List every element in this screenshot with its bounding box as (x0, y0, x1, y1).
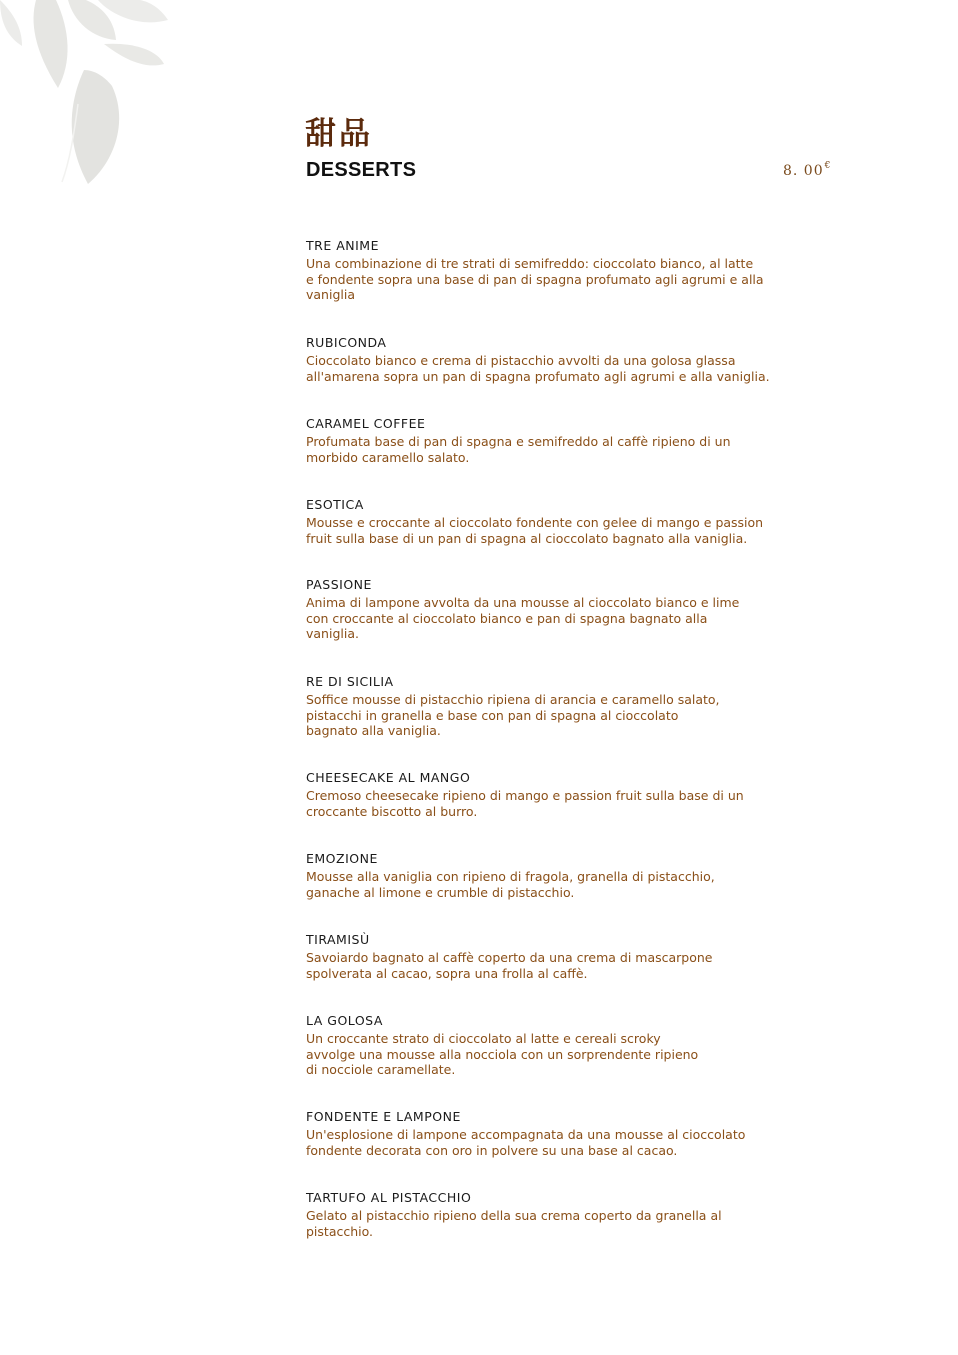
price-currency: € (824, 161, 831, 171)
item-description: Cioccolato bianco e crema di pistacchio avvolti da una golosa glassa all'amarena sopra un pan di spagna profumato agli agrumi e alla vaniglia. (306, 353, 770, 384)
menu-item (306, 334, 786, 384)
item-description: Una combinazione di tre strati di semifreddo: cioccolato bianco, al latte e fondente sopra una base di pan di spagna profumato agli agrumi e alla vaniglia (306, 256, 764, 302)
item-description: Gelato al pistacchio ripieno della sua crema coperto da granella al pistacchio. (306, 1208, 722, 1239)
item-description: Cremoso cheesecake ripieno di mango e passion fruit sulla base di un croccante biscotto al burro. (306, 788, 744, 819)
menu-item (306, 769, 786, 819)
item-description: Un'esplosione di lampone accompagnata da una mousse al cioccolato fondente decorata con oro in polvere su una base al cacao. (306, 1127, 746, 1158)
item-name: CHEESECAKE AL MANGO (306, 770, 471, 785)
menu-item (306, 931, 786, 981)
item-name: TARTUFO AL PISTACCHIO (306, 1190, 472, 1205)
item-description: Anima di lampone avvolta da una mousse al cioccolato bianco e lime con croccante al cioccolato bianco e pan di spagna bagnato alla vaniglia. (306, 595, 740, 641)
price-value: 8. 00 (783, 163, 824, 179)
leaf-decoration-icon (0, 0, 175, 190)
item-name: FONDENTE E LAMPONE (306, 1109, 461, 1124)
item-description: Profumata base di pan di spagna e semifreddo al caffè ripieno di un morbido caramello salato. (306, 434, 731, 465)
price-label (783, 160, 830, 184)
menu-item (306, 850, 786, 900)
item-description: Savoiardo bagnato al caffè coperto da una crema di mascarpone spolverata al cacao, sopra una frolla al caffè. (306, 950, 713, 981)
menu-item (306, 237, 786, 303)
menu-item (306, 496, 786, 546)
menu-title: DESSERTS (306, 159, 417, 181)
menu-title-chinese: 甜品 (305, 116, 373, 152)
item-description: Soffice mousse di pistacchio ripiena di arancia e caramello salato, pistacchi in granella e base con pan di spagna al cioccolato bagnato alla vaniglia. (306, 692, 720, 738)
item-name: RUBICONDA (306, 335, 387, 350)
item-name: EMOZIONE (306, 851, 378, 866)
item-description: Mousse alla vaniglia con ripieno di fragola, granella di pistacchio, ganache al limone e crumble di pistacchio. (306, 869, 715, 900)
item-name: PASSIONE (306, 577, 372, 592)
menu-item (306, 1189, 786, 1239)
menu-item (306, 1012, 786, 1078)
item-name: LA GOLOSA (306, 1013, 383, 1028)
item-description: Un croccante strato di cioccolato al latte e cereali scroky avvolge una mousse alla nocciola con un sorprendente ripieno di nocciole caramellate. (306, 1031, 699, 1077)
item-name: TRE ANIME (306, 238, 379, 253)
item-description: Mousse e croccante al cioccolato fondente con gelee di mango e passion fruit sulla base di un pan di spagna al cioccolato bagnato alla vaniglia. (306, 515, 764, 546)
item-name: TIRAMISÙ (306, 932, 370, 947)
menu-item (306, 576, 786, 642)
menu-item (306, 415, 786, 465)
item-name: ESOTICA (306, 497, 364, 512)
item-name: RE DI SICILIA (306, 674, 394, 689)
menu-item (306, 673, 786, 739)
item-name: CARAMEL COFFEE (306, 416, 426, 431)
menu-item (306, 1108, 786, 1158)
